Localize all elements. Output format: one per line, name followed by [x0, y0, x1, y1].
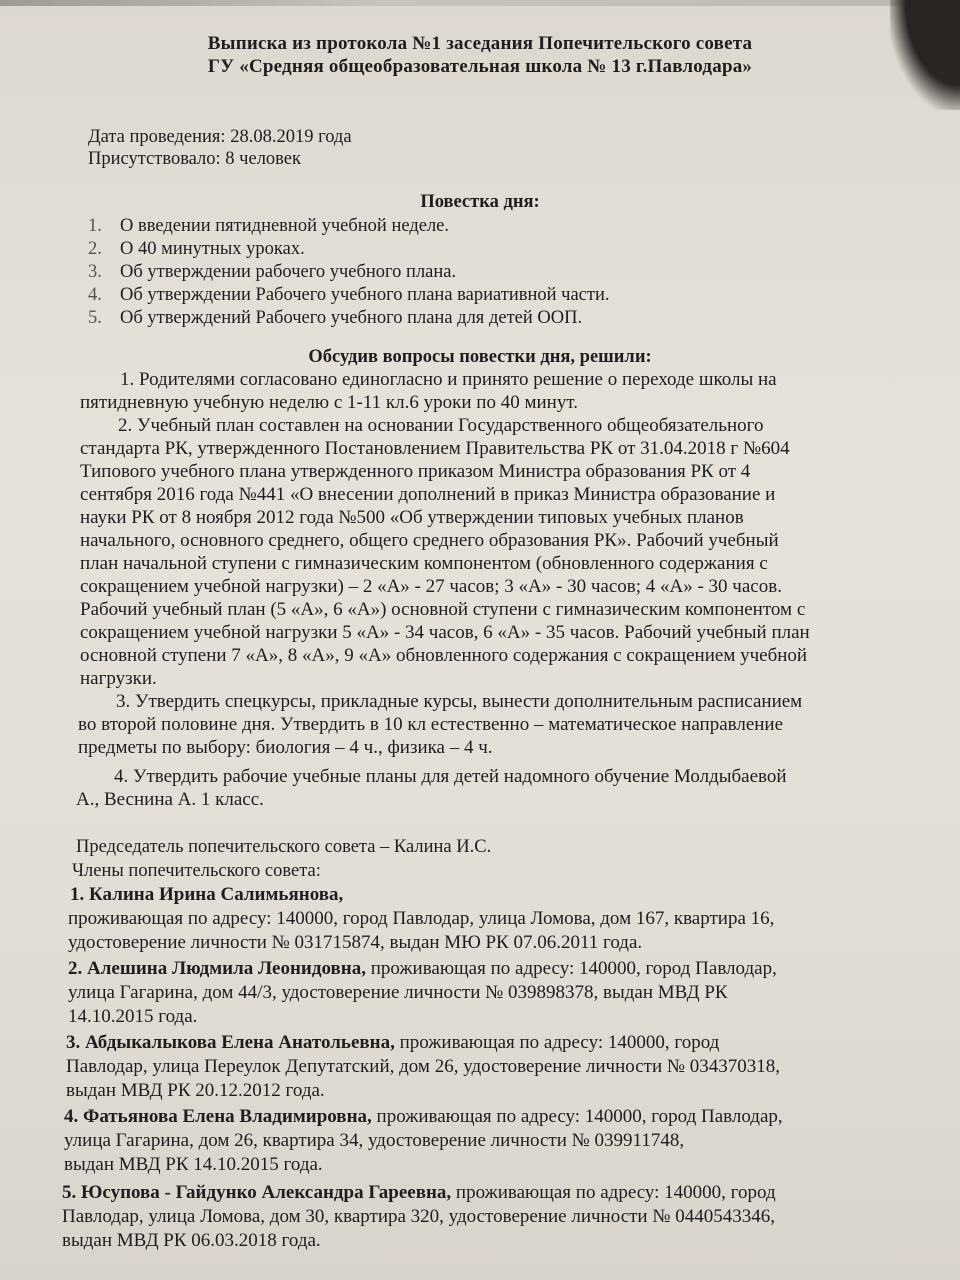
member-heading — [62, 1182, 776, 1204]
decision-line: сокращением учебной нагрузки 5 «А» - 34 часов, 6 «А» - 35 часов. Рабочий учебный план — [80, 622, 810, 643]
decision-line: нагрузки. — [80, 668, 157, 689]
member-line: улица Гагарина, дом 26, квартира 34, удостоверение личности № 039911748, — [64, 1130, 685, 1151]
member-line: улица Гагарина, дом 44/3, удостоверение личности № 039898378, выдан МВД РК — [68, 982, 728, 1003]
agenda-item-number: 1. — [88, 216, 102, 236]
member-line: удостоверение личности № 031715874, выдан МЮ РК 07.06.2011 года. — [68, 932, 643, 953]
decision-line: план начальной ступени с гимназическим компонентом (обновленного содержания с — [80, 553, 768, 574]
agenda-item-number: 2. — [88, 239, 102, 259]
agenda-item-text: О 40 минутных уроках. — [120, 239, 305, 259]
agenda-item-number: 5. — [88, 308, 102, 328]
member-name: 1. Калина Ирина Салимьянова, — [70, 884, 344, 905]
member-name: 2. Алешина Людмила Леонидовна, — [68, 958, 366, 979]
meeting-date: Дата проведения: 28.08.2019 года — [88, 127, 352, 147]
member-line: 14.10.2015 года. — [68, 1006, 198, 1027]
agenda-item — [88, 261, 456, 283]
decision-line: 3. Утвердить спецкурсы, прикладные курсы, вынести дополнительным расписанием — [116, 691, 803, 712]
member-line: выдан МВД РК 14.10.2015 года. — [64, 1154, 323, 1175]
page-edge — [0, 0, 960, 6]
decision-line: А., Веснина А. 1 класс. — [76, 789, 264, 810]
decisions-heading: Обсудив вопросы повестки дня, решили: — [308, 347, 652, 367]
agenda-item-number: 4. — [88, 285, 102, 305]
decision-line: 2. Учебный план составлен на основании Государственного общеобязательного — [118, 415, 764, 436]
agenda-item — [88, 215, 449, 237]
agenda-item-text: Об утверждений Рабочего учебного плана для детей ООП. — [120, 308, 583, 328]
member-address: проживающая по адресу: 140000, город — [451, 1182, 776, 1203]
council-chair: Председатель попечительского совета – Калина И.С. — [76, 837, 492, 857]
decision-line: 4. Утвердить рабочие учебные планы для детей надомного обучение Молдыбаевой — [114, 766, 787, 787]
corner-shadow — [890, 0, 960, 110]
decision-line: Рабочий учебный план (5 «А», 6 «А») основной ступени с гимназическим компонентом с — [80, 599, 806, 620]
agenda-item — [88, 284, 609, 306]
document-title-line-2: ГУ «Средняя общеобразовательная школа № 13 г.Павлодара» — [207, 56, 753, 77]
agenda-heading: Повестка дня: — [420, 192, 540, 212]
decision-line: пятидневную учебную неделю с 1-11 кл.6 уроки по 40 минут. — [80, 392, 578, 413]
member-heading — [64, 1106, 783, 1128]
agenda-item — [88, 238, 305, 260]
member-address: проживающая по адресу: 140000, город — [394, 1032, 720, 1053]
attendance: Присутствовало: 8 человек — [88, 149, 302, 169]
member-heading — [70, 884, 343, 906]
decision-line: науки РК от 8 ноября 2012 года №500 «Об утверждении типовых учебных планов — [80, 507, 744, 528]
member-line: проживающая по адресу: 140000, город Павлодар, улица Ломова, дом 167, квартира 16, — [68, 908, 775, 929]
agenda-item-text: О введении пятидневной учебной неделе. — [120, 216, 450, 236]
member-line: выдан МВД РК 06.03.2018 года. — [62, 1230, 321, 1251]
member-heading — [68, 958, 777, 980]
decision-line: во второй половине дня. Утвердить в 10 кл естественно – математическое направление — [78, 714, 784, 735]
member-address: проживающая по адресу: 140000, город Павлодар, — [365, 958, 777, 979]
document-title-line-1: Выписка из протокола №1 заседания Попечительского совета — [207, 33, 753, 54]
decision-line: начального, основного среднего, общего среднего образования РК». Рабочий учебный — [80, 530, 779, 551]
agenda-item-number: 3. — [88, 262, 102, 282]
council-members-label: Члены попечительского совета: — [72, 861, 321, 881]
member-line: выдан МВД РК 20.12.2012 года. — [66, 1080, 325, 1101]
decision-line: 1. Родителями согласовано единогласно и принято решение о переходе школы на — [120, 369, 777, 390]
agenda-item-text: Об утверждении рабочего учебного плана. — [120, 262, 457, 282]
member-line: Павлодар, улица Переулок Депутатский, дом 26, удостоверение личности № 034370318, — [66, 1056, 781, 1077]
member-heading — [66, 1032, 719, 1054]
agenda-item — [88, 307, 582, 329]
decision-line: сентября 2016 года №441 «О внесении дополнений в приказ Министра образование и — [80, 484, 776, 505]
member-address: проживающая по адресу: 140000, город Павлодар, — [371, 1106, 783, 1127]
agenda-item-text: Об утверждении Рабочего учебного плана вариативной части. — [120, 285, 610, 305]
member-name: 5. Юсупова - Гайдунко Александра Гареевна, — [62, 1182, 452, 1203]
member-name: 4. Фатьянова Елена Владимировна, — [64, 1106, 372, 1127]
decision-line: сокращением учебной нагрузки) – 2 «А» - 27 часов; 3 «А» - 30 часов; 4 «А» - 30 часов. — [80, 576, 782, 597]
decision-line: Типового учебного плана утвержденного приказом Министра образования РК от 4 — [80, 461, 751, 482]
member-name: 3. Абдыкалыкова Елена Анатольевна, — [66, 1032, 395, 1053]
decision-line: основной ступени 7 «А», 8 «А», 9 «А» обновленного содержания с сокращением учебной — [80, 645, 808, 666]
decision-line: стандарта РК, утвержденного Постановлением Правительства РК от 31.04.2018 г №604 — [80, 438, 790, 459]
member-line: Павлодар, улица Ломова, дом 30, квартира 320, удостоверение личности № 0440543346, — [62, 1206, 775, 1227]
decision-line: предметы по выбору: биология – 4 ч., физика – 4 ч. — [78, 737, 493, 758]
